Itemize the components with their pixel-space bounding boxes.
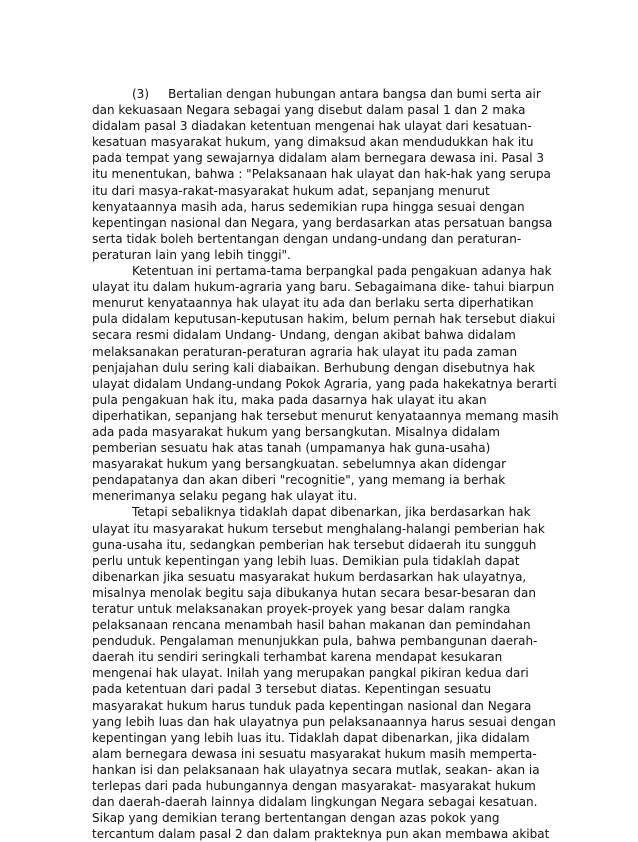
paragraph-line: menerimanya selaku pegang hak ulayat itu. [92, 489, 358, 504]
paragraph-line: penjajahan dulu sering kali diabaikan. Berhubung dengan disebutnya hak [92, 360, 535, 375]
paragraph-line: terlepas dari pada hubungannya dengan masyarakat- masyarakat hukum [92, 779, 536, 794]
paragraph-line: daerah itu sendiri seringkali terhambat karena mendapat kesukaran [92, 650, 503, 665]
paragraph-line: pada tempat yang sewajarnya didalam alam bernegara dewasa ini. Pasal 3 [92, 151, 544, 166]
paragraph-line: ulayat itu dalam hukum-agraria yang baru. Sebagaimana dike- tahui biarpun [92, 280, 555, 295]
paragraph-line: masyarakat hukum harus tunduk pada kepentingan nasional dan Negara [92, 698, 532, 713]
paragraph-line: perlu untuk kepentingan yang lebih luas. Demikian pula tidaklah dapat [92, 553, 520, 568]
paragraph-line: kesatuan masyarakat hukum, yang dimaksud akan mendudukkan hak itu [92, 135, 534, 150]
paragraph-line: dan kekuasaan Negara sebagai yang disebut dalam pasal 1 dan 2 maka [92, 103, 526, 118]
paragraph-line: mengenai hak ulayat. Inilah yang merupakan pangkal pikiran kedua dari [92, 666, 529, 681]
paragraph-line: masyarakat hukum yang bersangkuatan. sebelumnya akan didengar [92, 457, 507, 472]
paragraph-line: dan daerah-daerah lainnya didalam lingkungan Negara sebagai kesatuan. [92, 795, 538, 810]
paragraph-line: Ketentuan ini pertama-tama berpangkal pada pengakuan adanya hak [132, 264, 552, 279]
paragraph-line: ada pada masyarakat hukum yang bersangkutan. Misalnya didalam [92, 424, 500, 439]
paragraph-line: misalnya menolak begitu saja dibukanya hutan secara besar-besaran dan [92, 585, 536, 600]
paragraph-line: peraturan lain yang lebih tinggi". [92, 247, 291, 262]
paragraph-line: itu dari masya-rakat-masyarakat hukum adat, sepanjang menurut [92, 183, 490, 198]
paragraph-line: pada ketentuan dari padal 3 tersebut diatas. Kepentingan sesuatu [92, 682, 492, 697]
paragraph-line: kepentingan yang lebih luas itu. Tidaklah dapat dibenarkan, jika didalam [92, 730, 530, 745]
paragraph-line: itu menentukan, bahwa : "Pelaksanaan hak ulayat dan hak-hak yang serupa [92, 167, 551, 182]
paragraph-line: ulayat didalam Undang-undang Pokok Agraria, yang pada hakekatnya berarti [92, 376, 557, 391]
paragraph-line: alam bernegara dewasa ini sesuatu masyarakat hukum masih memperta- [92, 746, 537, 761]
paragraph-line: diperhatikan, sepanjang hak tersebut menurut kenyataannya memang masih [92, 408, 559, 423]
paragraph-line: melaksanakan peraturan-peraturan agraria hak ulayat itu pada zaman [92, 344, 518, 359]
paragraph-line: tercantum dalam pasal 2 dan dalam prakteknya pun akan membawa akibat [92, 827, 550, 842]
paragraph-line: pula pengakuan hak itu, maka pada dasarnya hak ulayat itu akan [92, 392, 487, 407]
paragraph-line: secara resmi didalam Undang- Undang, dengan akibat bahwa didalam [92, 328, 516, 343]
paragraph-line: teratur untuk melaksanakan proyek-proyek yang besar dalam rangka [92, 602, 511, 616]
paragraph-line: penduduk. Pengalaman menunjukkan pula, bahwa pembangunan daerah- [92, 634, 538, 649]
paragraph-line: guna-usaha itu, sedangkan pemberian hak tersebut didaerah itu sungguh [92, 537, 537, 552]
paragraph-line: kenyataannya masih ada, harus sedemikian rupa hingga sesuai dengan [92, 199, 525, 214]
paragraph-line: hankan isi dan pelaksanaan hak ulayatnya secara mutlak, seakan- akan ia [92, 762, 540, 777]
paragraph-line: yang lebih luas dan hak ulayatnya pun pelaksanaannya harus sesuai dengan [92, 714, 556, 729]
paragraph-line: pula didalam keputusan-keputusan hakim, belum pernah hak tersebut diakui [92, 312, 556, 327]
paragraph-line: pendapatanya dan akan diberi "recognitie", yang memang ia berhak [92, 473, 506, 488]
paragraph-line: pelaksanaan rencana menambah hasil bahan makanan dan pemindahan [92, 618, 531, 633]
document-body [92, 86, 559, 842]
paragraph-line: kepentingan nasional dan Negara, yang berdasarkan atas persatuan bangsa [92, 215, 553, 230]
paragraph-line: serta tidak boleh bertentangan dengan undang-undang dan peraturan- [92, 231, 522, 246]
paragraph-line: didalam pasal 3 diadakan ketentuan mengenai hak ulayat dari kesatuan- [92, 119, 532, 134]
paragraph-line: ulayat itu masyarakat hukum tersebut menghalang-halangi pemberian hak [92, 521, 545, 536]
paragraph-line: pemberian sesuatu hak atas tanah (umpamanya hak guna-usaha) [92, 441, 491, 456]
paragraph-line: menurut kenyataannya hak ulayat itu ada dan berlaku serta diperhatikan [92, 296, 534, 311]
paragraph-line: Tetapi sebaliknya tidaklah dapat dibenarkan, jika berdasarkan hak [132, 505, 531, 520]
paragraph-line: dibenarkan jika sesuatu masyarakat hukum berdasarkan hak ulayatnya, [92, 569, 527, 584]
paragraph-line: (3) Bertalian dengan hubungan antara bangsa dan bumi serta air [132, 87, 541, 101]
paragraph-line: Sikap yang demikian terang bertentangan dengan azas pokok yang [92, 811, 500, 826]
